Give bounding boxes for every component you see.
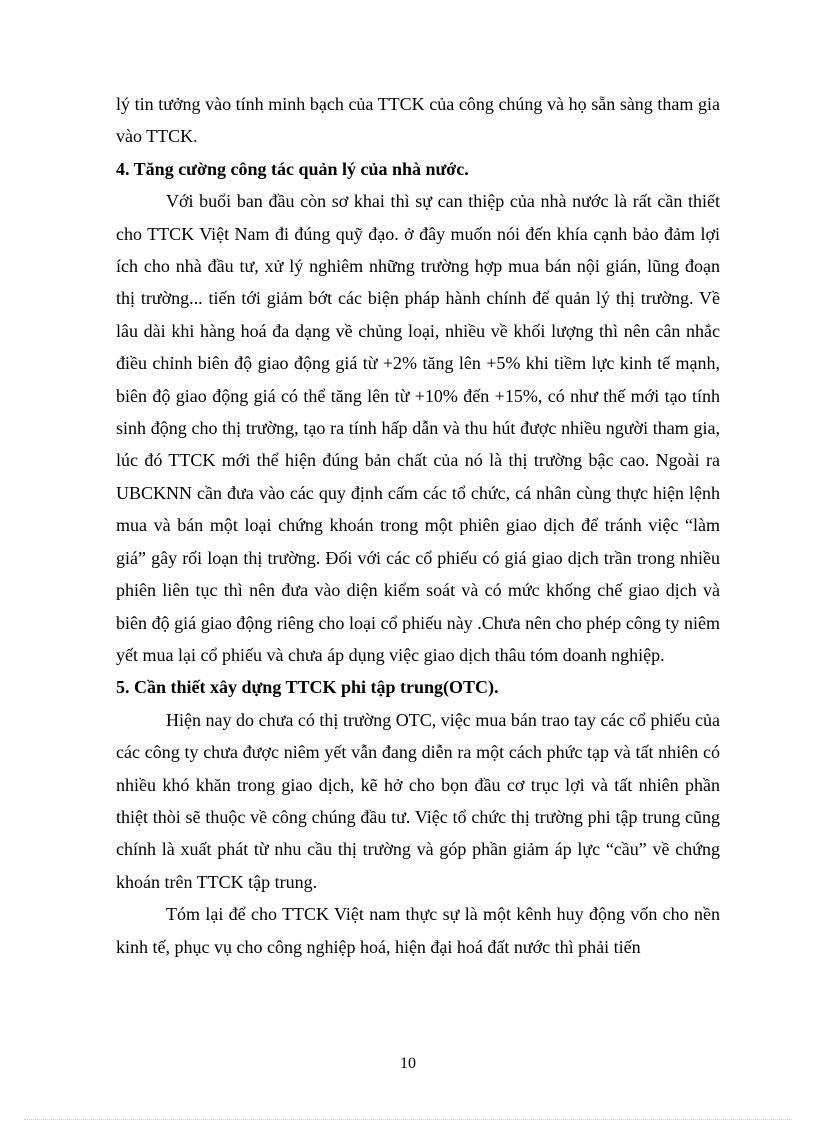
paragraph-continuation: lý tin tưởng vào tính minh bạch của TTCK của công chúng và họ sẵn sàng tham gia vào TTCK. (116, 94, 720, 147)
paragraph-state-management: Với buổi ban đầu còn sơ khai thì sự can thiệp của nhà nước là rất cần thiết cho TTCK Việt Nam đi đúng quỹ đạo. ở đây muốn nói đến khía cạnh bảo đảm lợi ích cho nhà đầu tư, xử lý nghiêm những trường hợp mua bán nội gián, lũng đoạn thị trường... tiến tới giảm bớt các biện pháp hành chính để quản lý thị trường. Về lâu dài khi hàng hoá đa dạng về chủng loại, nhiều về khối lượng thì nên cân nhắc điều chỉnh biên độ giao động giá từ +2% tăng lên +5% khi tiềm lực kinh tế mạnh, biên độ giao động giá có thể tăng lên từ +10% đến +15%, có như thế mới tạo tính sinh động cho thị trường, tạo ra tính hấp dẫn và thu hút được nhiều người tham gia, lúc đó TTCK mới thể hiện đúng bản chất của nó là thị trường bậc cao. Ngoài ra UBCKNN cần đưa vào các quy định cấm các tổ chức, cá nhân cùng thực hiện lệnh mua và bán một loại chứng khoán trong một phiên giao dịch để tránh việc “làm giá” gây rối loạn thị trường. Đối với các cổ phiếu có giá giao dịch trần trong nhiều phiên liên tục thì nên đưa vào diện kiểm soát và có mức khống chế giao dịch và biên độ giá giao động riêng cho loại cổ phiếu này .Chưa nên cho phép công ty niêm yết mua lại cổ phiếu và chưa áp dụng việc giao dịch thâu tóm doanh nghiệp. (116, 191, 720, 665)
paragraph-conclusion: Tóm lại để cho TTCK Việt nam thực sự là một kênh huy động vốn cho nền kinh tế, phục vụ cho công nghiệp hoá, hiện đại hoá đất nước thì phải tiến (116, 904, 720, 957)
paragraph-otc-market: Hiện nay do chưa có thị trường OTC, việc mua bán trao tay các cổ phiếu của các công ty chưa được niêm yết vẫn đang diễn ra một cách phức tạp và tất nhiên có nhiều khó khăn trong giao dịch, kẽ hở cho bọn đầu cơ trục lợi và tất nhiên phần thiệt thòi sẽ thuộc về công chúng đầu tư. Việc tổ chức thị trường phi tập trung cũng chính là xuất phát từ nhu cầu thị trường và góp phần giảm áp lực “cầu” về chứng khoán trên TTCK tập trung. (116, 709, 720, 892)
page-number: 10 (400, 1055, 416, 1072)
section-heading-4: 4. Tăng cường công tác quản lý của nhà nước. (116, 158, 469, 179)
page-bottom-divider (24, 1119, 792, 1120)
body-text (116, 88, 720, 963)
section-heading-5: 5. Cần thiết xây dựng TTCK phi tập trung(OTC). (116, 677, 499, 698)
